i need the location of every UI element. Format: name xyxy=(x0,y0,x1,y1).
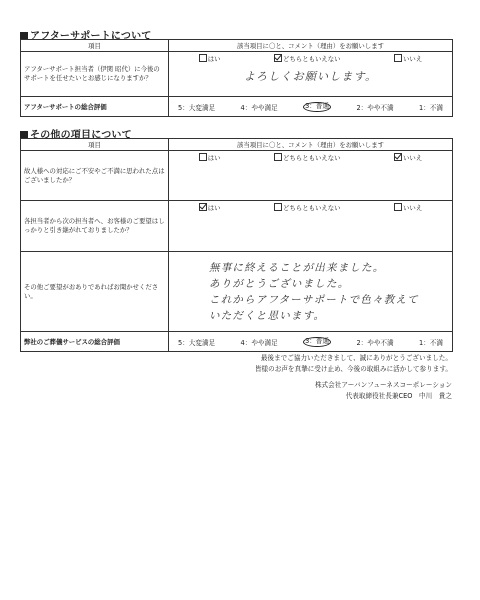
comment-line: 無事に終えることが出来ました。 xyxy=(209,261,385,274)
checkbox-icon xyxy=(394,203,402,211)
answer-options xyxy=(172,153,449,162)
overall-rating-label: 弊社のご葬儀サービスの総合評価 xyxy=(21,332,169,352)
checked-checkbox-icon xyxy=(274,54,282,62)
checkbox-icon xyxy=(394,54,402,62)
overall-rating-options xyxy=(172,337,449,347)
option-label: いいえ xyxy=(403,154,423,162)
option-no[interactable] xyxy=(394,203,422,212)
option-neutral[interactable] xyxy=(274,54,341,63)
option-label: はい xyxy=(207,204,221,212)
after-support-table xyxy=(20,39,453,117)
header-item: 項目 xyxy=(21,40,169,52)
option-label: どちらともいえない xyxy=(283,154,341,162)
closing-line-2: 皆様のお声を真摯に受け止め、今後の取組みに活かして参ります。 xyxy=(254,365,452,373)
rating-5[interactable]: 5：大変満足 xyxy=(178,338,216,347)
option-yes[interactable] xyxy=(199,203,221,212)
option-label: どちらともいえない xyxy=(283,55,341,63)
option-neutral[interactable] xyxy=(274,153,341,162)
rating-1[interactable]: 1：不満 xyxy=(419,103,443,112)
overall-rating-label: アフターサポートの総合評価 xyxy=(21,97,169,117)
header-item: 項目 xyxy=(21,139,169,151)
option-no[interactable] xyxy=(394,153,422,162)
rating-1[interactable]: 1：不満 xyxy=(419,338,443,347)
header-instruction: 該当項目に〇と、コメント（理由）をお願いします xyxy=(169,40,453,52)
company-name: 株式会社アーバンフューネスコーポレーション xyxy=(314,381,452,389)
rating-2[interactable]: 2：やや不満 xyxy=(356,338,394,347)
rating-5[interactable]: 5：大変満足 xyxy=(178,103,216,112)
question-concerns: 故人様への対応にご不安やご不満に思われた点はございましたか？ xyxy=(21,151,169,201)
option-no[interactable] xyxy=(394,54,422,63)
question-handover: 各担当者から次の担当者へ、お客様のご要望はしっかりと引き継がれておりましたか？ xyxy=(21,201,169,252)
option-yes[interactable] xyxy=(199,54,221,63)
option-label: どちらともいえない xyxy=(283,204,341,212)
option-label: いいえ xyxy=(403,204,423,212)
closing-line-1: 最後までご協力いただきまして、誠にありがとうございました。 xyxy=(260,354,452,362)
comment-line: いただくと思います。 xyxy=(209,309,326,322)
option-label: はい xyxy=(207,55,221,63)
rating-3-circled[interactable]: 3：普通 xyxy=(305,101,330,110)
option-neutral[interactable] xyxy=(274,203,341,212)
rating-3-circled[interactable]: 3：普通 xyxy=(305,336,330,345)
closing-message xyxy=(255,353,452,402)
answer-options xyxy=(172,203,449,212)
header-instruction: 該当項目に〇と、コメント（理由）をお願いします xyxy=(169,139,453,151)
question-other-requests: その他ご要望がおありであればお聞かせください。 xyxy=(21,252,169,332)
option-label: はい xyxy=(207,154,221,162)
other-items-table xyxy=(20,138,453,352)
option-label: いいえ xyxy=(403,55,423,63)
checkbox-icon xyxy=(274,153,282,161)
option-yes[interactable] xyxy=(199,153,221,162)
question-support-staff: アフターサポート担当者（伊関 昭代）に今後のサポートを任せたいとお感じになりますか？ xyxy=(21,52,169,97)
rating-4[interactable]: 4：やや満足 xyxy=(240,103,278,112)
checkbox-icon xyxy=(274,203,282,211)
handwritten-comment xyxy=(209,260,449,324)
checked-checkbox-icon xyxy=(199,203,207,211)
section-title-text: アフターサポートについて xyxy=(30,31,152,42)
comment-line: ありがとうございました。 xyxy=(209,277,350,290)
section-title-text: その他の項目について xyxy=(30,130,132,141)
rating-4[interactable]: 4：やや満足 xyxy=(240,338,278,347)
signatory: 代表取締役社長兼CEO 中川 貴之 xyxy=(345,392,452,400)
overall-rating-options xyxy=(172,102,449,112)
answer-options xyxy=(172,54,449,63)
checkbox-icon xyxy=(199,153,207,161)
checked-checkbox-icon xyxy=(394,153,402,161)
checkbox-icon xyxy=(199,54,207,62)
handwritten-comment: よろしくお願いします。 xyxy=(243,70,378,83)
comment-line: これからアフターサポートで色々教えて xyxy=(209,293,419,306)
rating-2[interactable]: 2：やや不満 xyxy=(356,103,394,112)
